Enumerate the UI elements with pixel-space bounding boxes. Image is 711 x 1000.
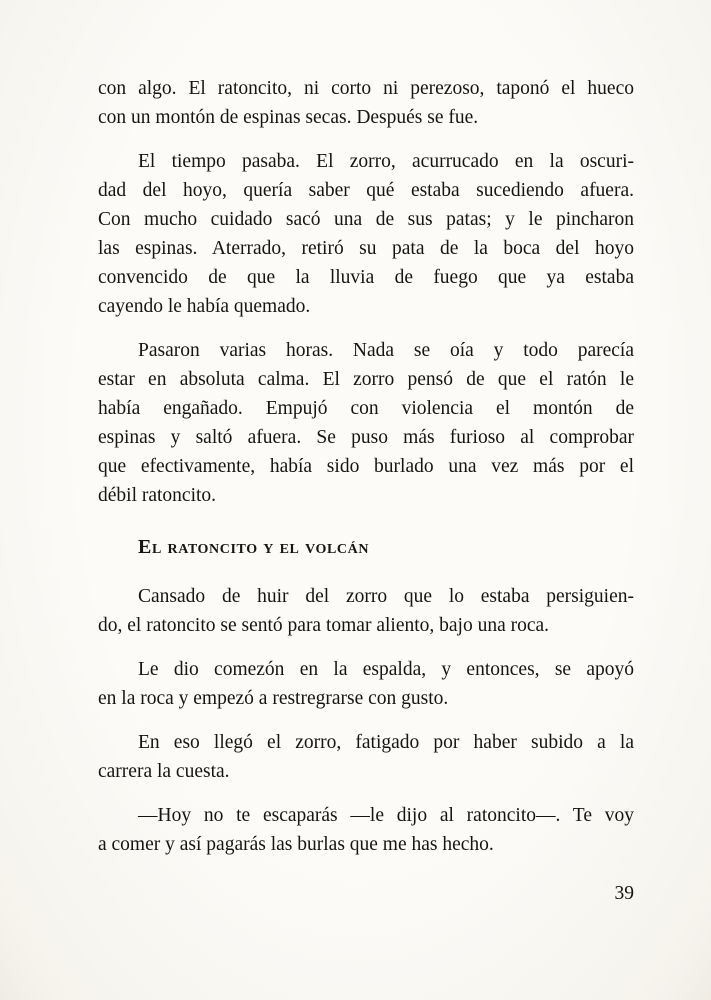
text-line: espinas y saltó afuera. Se puso más furioso al comprobar [98,427,634,448]
text-block [98,74,634,874]
text-line: en la roca y empezó a restregrarse con gusto. [98,688,449,709]
text-line: Con mucho cuidado sacó una de sus patas; y le pincharon [98,209,634,230]
text-line: El tiempo pasaba. El zorro, acurrucado en la oscuri- [138,151,634,172]
text-line: débil ratoncito. [98,485,217,506]
paragraph [98,74,634,132]
text-line: Le dio comezón en la espalda, y entonces, se apoyó [138,659,634,680]
text-line: con un montón de espinas secas. Después se fue. [98,107,479,128]
text-line: carrera la cuesta. [98,761,230,782]
text-line: Cansado de huir del zorro que lo estaba persiguien- [138,586,634,607]
text-line: cayendo le había quemado. [98,296,311,317]
text-line: que efectivamente, había sido burlado una vez más por el [98,456,634,477]
text-line: do, el ratoncito se sentó para tomar aliento, bajo una roca. [98,615,550,636]
text-line: En eso llegó el zorro, fatigado por haber subido a la [138,732,634,753]
text-line: estar en absoluta calma. El zorro pensó de que el ratón le [98,369,634,390]
text-line: —Hoy no te escaparás —le dijo al ratoncito—. Te voy [138,805,634,826]
paragraph [98,336,634,510]
paragraph [98,147,634,321]
text-line: las espinas. Aterrado, retiró su pata de la boca del hoyo [98,238,634,259]
paragraph [98,582,634,640]
paragraph [98,655,634,713]
page-number: 39 [614,883,634,904]
text-line: con algo. El ratoncito, ni corto ni perezoso, taponó el hueco [98,78,634,99]
text-line: había engañado. Empujó con violencia el montón de [98,398,634,419]
paragraph [98,801,634,859]
text-line: dad del hoyo, quería saber qué estaba sucediendo afuera. [98,180,634,201]
section-heading: El ratoncito y el volcán [138,536,370,558]
text-line: a comer y así pagarás las burlas que me has hecho. [98,834,494,855]
text-line: convencido de que la lluvia de fuego que ya estaba [98,267,634,288]
text-line: Pasaron varias horas. Nada se oía y todo parecía [138,340,634,361]
paragraph [98,728,634,786]
